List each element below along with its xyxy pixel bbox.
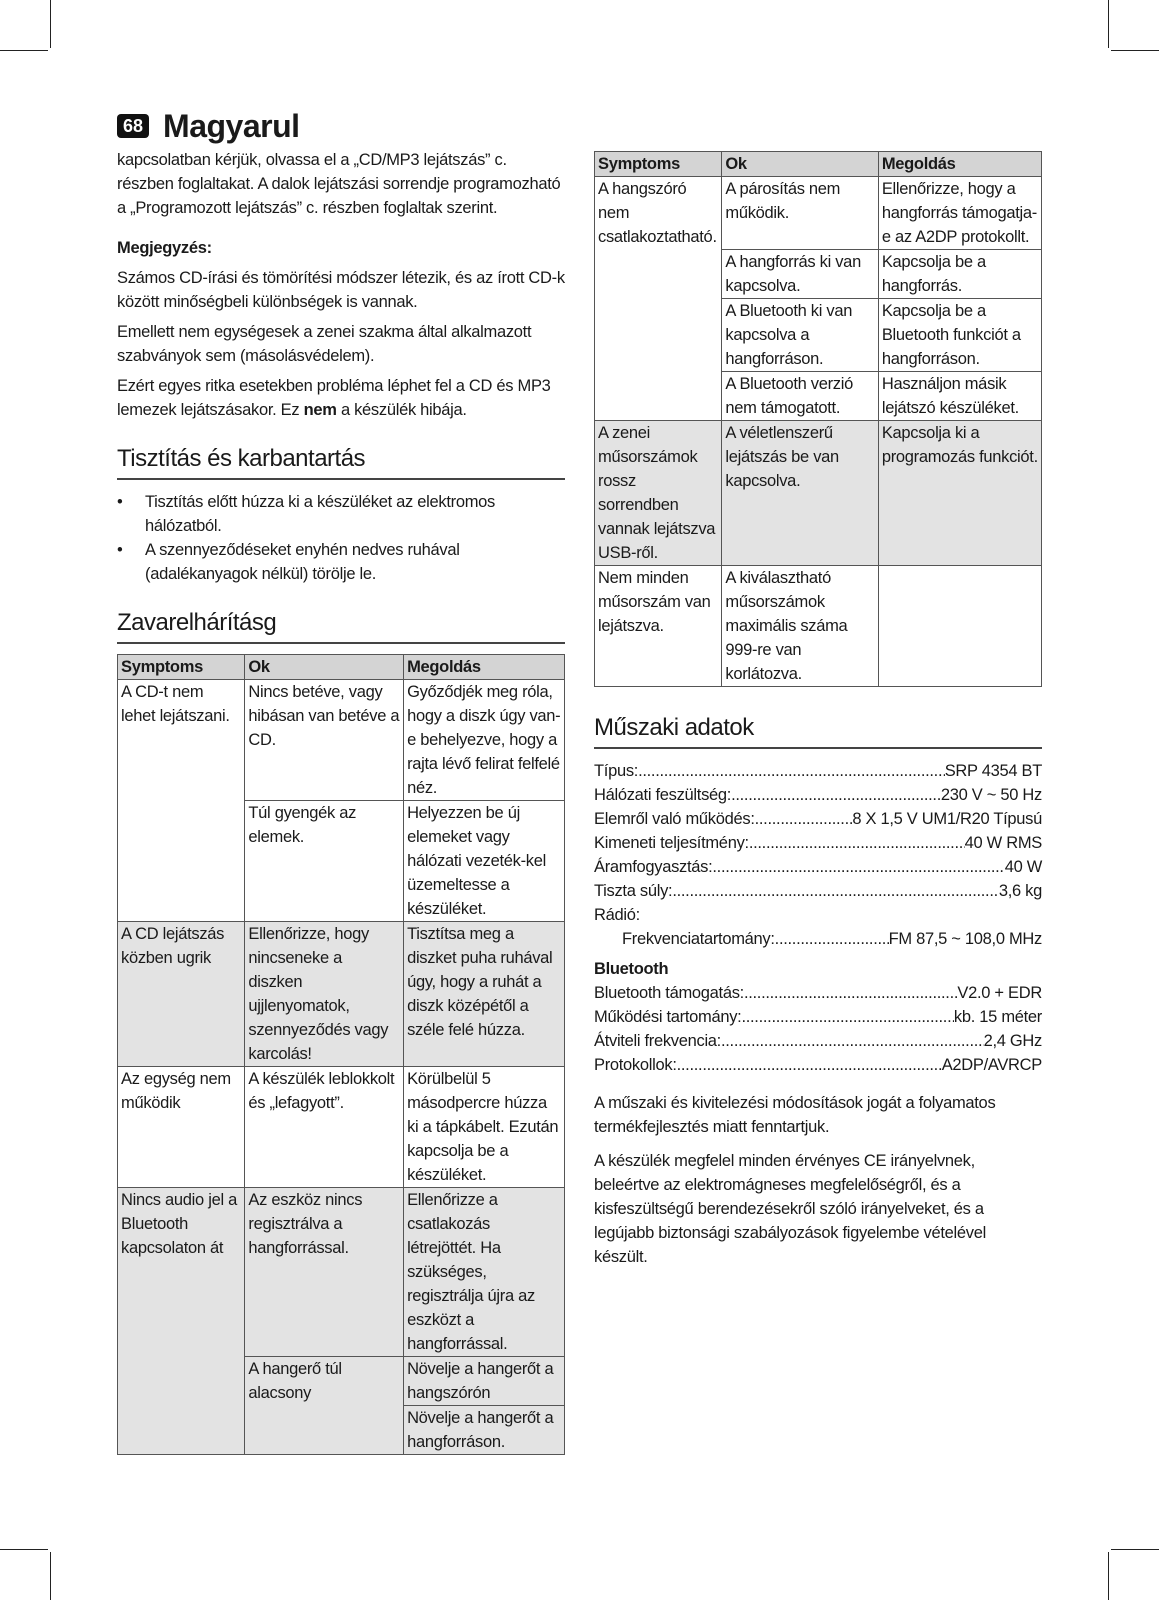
spec-row: Protokollok: ..... A2DP/AVRCP	[594, 1053, 1042, 1077]
troubleshooting-table-2	[594, 151, 1042, 687]
note-heading: Megjegyzés:	[117, 239, 212, 257]
cause-cell: Az eszköz nincs regisztrálva a hangforrással.	[245, 1188, 404, 1357]
table-row	[595, 177, 1042, 250]
spec-note: A műszaki és kivitelezési módosítások jogát a folyamatos termékfejlesztés miatt fenntartjuk.	[594, 1094, 996, 1136]
column-header: Ok	[722, 152, 878, 177]
page-header	[117, 106, 565, 146]
fix-cell: Kapcsolja be a Bluetooth funkciót a hangforráson.	[878, 299, 1041, 372]
cause-cell: A hangforrás ki van kapcsolva.	[722, 250, 878, 299]
fix-cell	[878, 566, 1041, 687]
troubleshooting-table-1	[117, 654, 565, 1455]
symptom-cell: A hangszóró nem csatlakoztatható.	[595, 177, 722, 421]
symptom-cell: Nem minden műsorszám van lejátszva.	[595, 566, 722, 687]
fix-cell: Kapcsolja ki a programozás funkciót.	[878, 421, 1041, 566]
crop-mark	[50, 0, 51, 48]
table-header-row	[595, 152, 1042, 177]
emphasis: nem	[303, 401, 337, 419]
symptom-cell: Nincs audio jel a Bluetooth kapcsolaton át	[118, 1188, 245, 1455]
table-row	[595, 566, 1042, 687]
symptom-cell: A CD lejátszás közben ugrik	[118, 922, 245, 1067]
list-item: • A szennyeződéseket enyhén nedves ruhával (adalékanyagok nélkül) törölje le.	[117, 538, 565, 586]
crop-mark	[0, 1549, 48, 1550]
spec-row: Típus: ..... SRP 4354 BT	[594, 759, 1042, 783]
section-heading-troubleshooting: Zavarelhárításg	[117, 608, 565, 644]
column-header: Symptoms	[118, 655, 245, 680]
crop-mark	[0, 50, 48, 51]
table-row	[118, 680, 565, 801]
fix-cell: Ellenőrizze a csatlakozás létrejöttét. Ha szükséges, regisztrálja újra az eszközt a hangforrással.	[404, 1188, 565, 1357]
table-row	[118, 1067, 565, 1188]
spec-row: Átviteli frekvencia: ..... 2,4 GHz	[594, 1029, 1042, 1053]
column-header: Ok	[245, 655, 404, 680]
table-header-row	[118, 655, 565, 680]
crop-mark	[1108, 0, 1109, 48]
spec-row: Működési tartomány: ..... kb. 15 méter	[594, 1005, 1042, 1029]
crop-mark	[50, 1552, 51, 1600]
column-header: Megoldás	[878, 152, 1041, 177]
cause-cell: Ellenőrizze, hogy nincseneke a diszken ujjlenyomatok, szennyeződés vagy karcolás!	[245, 922, 404, 1067]
crop-mark	[1111, 50, 1159, 51]
cause-cell: A kiválasztható műsorszámok maximális száma 999-re van korlátozva.	[722, 566, 878, 687]
fix-cell: Körülbelül 5 másodpercre húzza ki a tápkábelt. Ezután kapcsolja be a készüléket.	[404, 1067, 565, 1188]
section-heading-cleaning: Tisztítás és karbantartás	[117, 444, 565, 480]
ce-note: A készülék megfelel minden érvényes CE irányelvnek, beleértve az elektromágneses megfelelőségről, és a kisfeszültségű berendezésekről szóló irányelveket, és a legújabb biztonsági szabályozások figyelembe vételével készült.	[594, 1152, 986, 1266]
page-title: Magyarul	[163, 108, 300, 144]
spec-row: Elemről való működés: ..... 8 X 1,5 V UM1/R20 Típusú	[594, 807, 1042, 831]
fix-cell: Növelje a hangerőt a hangforráson.	[404, 1406, 565, 1455]
column-header: Megoldás	[404, 655, 565, 680]
cause-cell: Nincs betéve, vagy hibásan van betéve a CD.	[245, 680, 404, 801]
cause-cell: A készülék leblokkolt és „lefagyott”.	[245, 1067, 404, 1188]
section-heading-specs: Műszaki adatok	[594, 713, 1042, 749]
spec-row: Áramfogyasztás: ..... 40 W	[594, 855, 1042, 879]
cause-cell: A Bluetooth ki van kapcsolva a hangforráson.	[722, 299, 878, 372]
cause-cell: A Bluetooth verzió nem támogatott.	[722, 372, 878, 421]
spec-row: Hálózati feszültség: ..... 230 V ~ 50 Hz	[594, 783, 1042, 807]
table-row	[595, 421, 1042, 566]
note-paragraph: Számos CD-írási és tömörítési módszer létezik, és az írott CD-k között minőségbeli különbségek is vannak.	[117, 269, 565, 311]
intro-text: kapcsolatban kérjük, olvassa el a „CD/MP3 lejátszás” c. részben foglaltakat. A dalok lejátszási sorrendje programozható a „Programozott lejátszás” c. részben foglaltak szerint.	[117, 151, 561, 217]
bluetooth-heading: Bluetooth	[594, 960, 669, 978]
note-paragraph: Emellett nem egységesek a zenei szakma által alkalmazott szabványok sem (másolásvédelem).	[117, 323, 532, 365]
right-column	[594, 151, 1042, 1275]
table-row	[118, 922, 565, 1067]
fix-cell: Ellenőrizze, hogy a hangforrás támogatja-e az A2DP protokollt.	[878, 177, 1041, 250]
spec-row: Bluetooth támogatás: ..... V2.0 + EDR	[594, 981, 1042, 1005]
left-column	[117, 106, 565, 1455]
cause-cell: A párosítás nem működik.	[722, 177, 878, 250]
spec-row: Kimeneti teljesítmény: ..... 40 W RMS	[594, 831, 1042, 855]
symptom-cell: A CD-t nem lehet lejátszani.	[118, 680, 245, 922]
table-row	[118, 1188, 565, 1357]
fix-cell: Helyezzen be új elemeket vagy hálózati vezeték-kel üzemeltesse a készüléket.	[404, 801, 565, 922]
spec-list	[594, 759, 1042, 1077]
radio-label: Rádió:	[594, 906, 640, 924]
symptom-cell: A zenei műsorszámok rossz sorrendben vannak lejátszva USB-ről.	[595, 421, 722, 566]
column-header: Symptoms	[595, 152, 722, 177]
crop-mark	[1111, 1549, 1159, 1550]
list-item: • Tisztítás előtt húzza ki a készüléket az elektromos hálózatból.	[117, 490, 565, 538]
cause-cell: A véletlenszerű lejátszás be van kapcsolva.	[722, 421, 878, 566]
cause-cell: Túl gyengék az elemek.	[245, 801, 404, 922]
spec-row: Frekvenciatartomány: ..... FM 87,5 ~ 108,0 MHz	[594, 927, 1042, 951]
spec-row: Tiszta súly: ..... 3,6 kg	[594, 879, 1042, 903]
crop-mark	[1108, 1552, 1109, 1600]
fix-cell: Használjon másik lejátszó készüléket.	[878, 372, 1041, 421]
note-paragraph: Ezért egyes ritka esetekben probléma léphet fel a CD és MP3 lemezek lejátszásakor. Ez nem a készülék hibája.	[117, 377, 551, 419]
symptom-cell: Az egység nem működik	[118, 1067, 245, 1188]
fix-cell: Tisztítsa meg a diszket puha ruhával úgy, hogy a ruhát a diszk középétől a széle felé húzza.	[404, 922, 565, 1067]
page-number: 68	[117, 114, 149, 138]
cleaning-list	[117, 490, 565, 586]
fix-cell: Növelje a hangerőt a hangszórón	[404, 1357, 565, 1406]
fix-cell: Győződjék meg róla, hogy a diszk úgy van-e behelyezve, hogy a rajta lévő felirat felfelé néz.	[404, 680, 565, 801]
fix-cell: Kapcsolja be a hangforrás.	[878, 250, 1041, 299]
cause-cell: A hangerő túl alacsony	[245, 1357, 404, 1455]
